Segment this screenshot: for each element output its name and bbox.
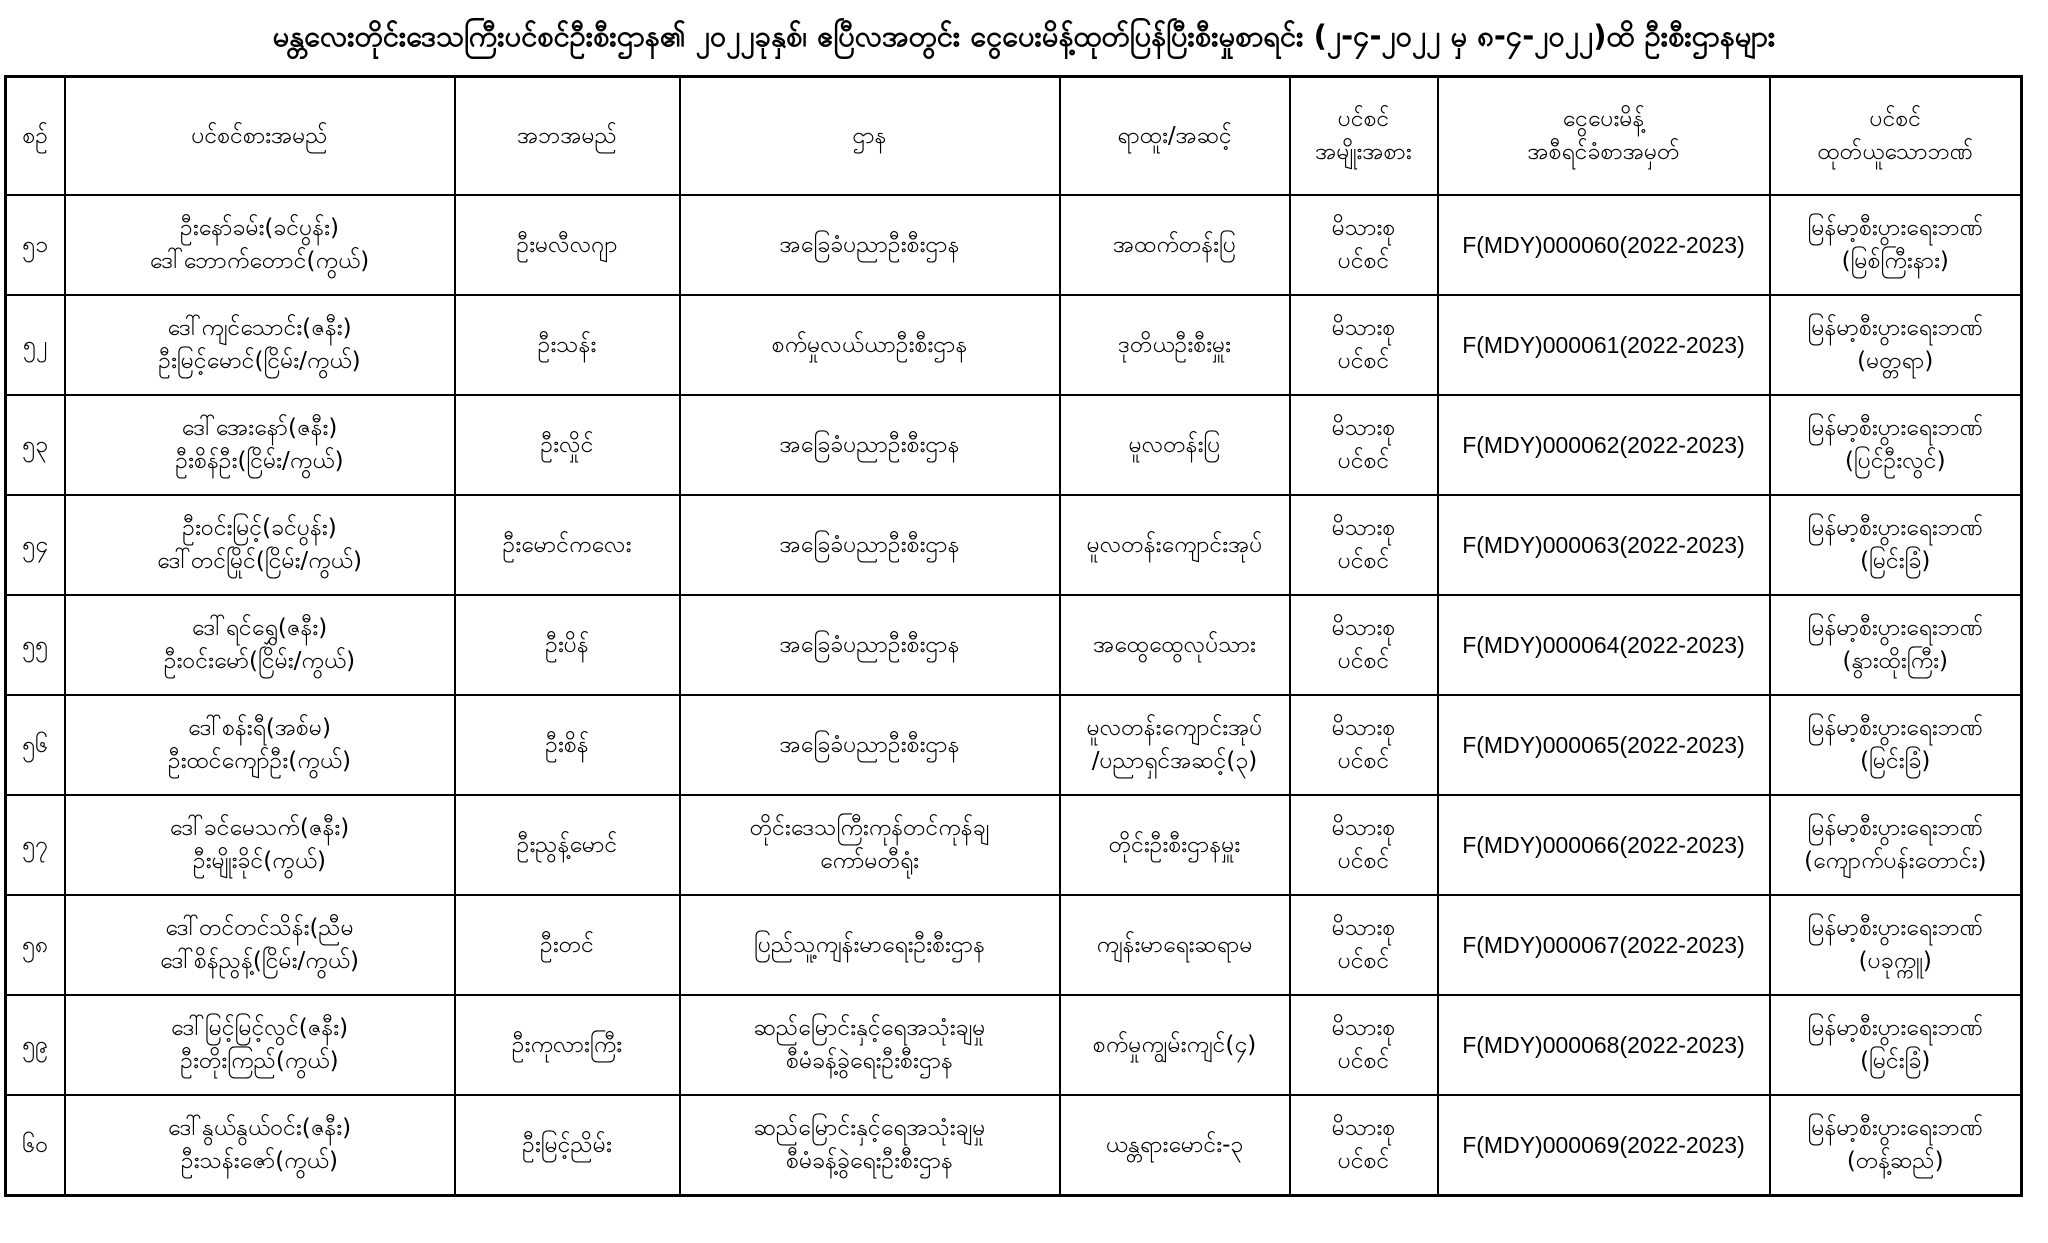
pension-type-line-2: ပင်စင်: [1337, 248, 1390, 274]
table-row: [6, 795, 2022, 895]
cell-rank: [1060, 1095, 1290, 1196]
cell-no: ၅၂: [6, 295, 65, 395]
cell-pension-type: [1290, 795, 1438, 895]
cell-bank: [1770, 995, 2022, 1095]
cell-pension-type: [1290, 895, 1438, 995]
pensioner-line-2: ဦးထင်ကျော်ဦး(ကွယ်): [167, 748, 352, 774]
pensioner-line-1: ဒေါ်ကျင်သောင်း(ဇနီး): [167, 315, 352, 341]
cell-bank: [1770, 295, 2022, 395]
cell-department: [680, 995, 1060, 1095]
cell-order-number: F(MDY)000067(2022-2023): [1438, 895, 1770, 995]
cell-father: ဦးညွန့်မောင်: [455, 795, 680, 895]
cell-order-number: F(MDY)000061(2022-2023): [1438, 295, 1770, 395]
bank-line-1: မြန်မာ့စီးပွားရေးဘဏ်: [1807, 1015, 1984, 1041]
cell-father: ဦးမလီလဂျာ: [455, 195, 680, 295]
cell-department: [680, 395, 1060, 495]
rank-line-1: အထွေထွေလုပ်သား: [1093, 631, 1256, 658]
pension-type-line-1: မိသားစု: [1331, 315, 1396, 341]
pensioner-line-1: ဦးဝင်းမြင့်(ခင်ပွန်း): [182, 515, 337, 541]
department-line-2: ကော်မတီရုံး: [819, 848, 920, 874]
cell-order-number: F(MDY)000069(2022-2023): [1438, 1095, 1770, 1196]
cell-rank: [1060, 795, 1290, 895]
pension-type-line-2: ပင်စင်: [1337, 948, 1390, 974]
cell-father: ဦးလှိုင်: [455, 395, 680, 495]
pension-type-line-2: ပင်စင်: [1337, 348, 1390, 374]
pensioner-line-2: ဒေါ်တင်မြိုင်(ငြိမ်း/ကွယ်): [156, 548, 362, 574]
pension-type-line-1: မိသားစု: [1331, 215, 1396, 241]
cell-pension-type: [1290, 295, 1438, 395]
cell-rank: [1060, 695, 1290, 795]
pension-type-line-1: မိသားစု: [1331, 515, 1396, 541]
rank-line-1: မူလတန်းပြ: [1128, 431, 1221, 458]
cell-pensioner: [65, 295, 455, 395]
cell-pensioner: [65, 395, 455, 495]
rank-line-1: မူလတန်းကျောင်းအုပ်: [1086, 715, 1263, 741]
pension-type-line-1: မိသားစု: [1331, 915, 1396, 941]
bank-line-2: (မြစ်ကြီးနား): [1841, 248, 1949, 274]
rank-line-1: ယန္တရားမောင်း-၃: [1105, 1131, 1244, 1158]
pensioner-line-2: ဦးတိုးကြည်(ကွယ်): [180, 1048, 339, 1074]
pension-type-line-2: ပင်စင်: [1337, 1048, 1390, 1074]
rank-line-1: အထက်တန်းပြ: [1113, 231, 1236, 258]
cell-bank: [1770, 595, 2022, 695]
pension-type-line-1: မိသားစု: [1331, 715, 1396, 741]
header-rank: ရာထူး/အဆင့်: [1060, 77, 1290, 196]
cell-pension-type: [1290, 195, 1438, 295]
cell-no: ၅၅: [6, 595, 65, 695]
cell-order-number: F(MDY)000063(2022-2023): [1438, 495, 1770, 595]
header-type: [1290, 77, 1438, 196]
table-row: [6, 595, 2022, 695]
pensioner-line-1: ဒေါ်ရင်ရွှေ(ဇနီး): [191, 615, 328, 641]
header-father: အဘအမည်: [455, 77, 680, 196]
table-row: [6, 995, 2022, 1095]
pension-type-line-2: ပင်စင်: [1337, 748, 1390, 774]
cell-no: ၅၉: [6, 995, 65, 1095]
cell-no: ၅၃: [6, 395, 65, 495]
cell-father: ဦးမောင်ကလေး: [455, 495, 680, 595]
department-line-1: အခြေခံပညာဦးစီးဌာန: [779, 531, 960, 558]
cell-father: ဦးသန်း: [455, 295, 680, 395]
bank-line-2: (တန့်ဆည်): [1846, 1148, 1944, 1174]
bank-line-1: မြန်မာ့စီးပွားရေးဘဏ်: [1807, 715, 1984, 741]
pension-type-line-1: မိသားစု: [1331, 415, 1396, 441]
pension-type-line-1: မိသားစု: [1331, 1115, 1396, 1141]
cell-rank: [1060, 495, 1290, 595]
cell-bank: [1770, 695, 2022, 795]
bank-line-2: (ပခုက္ကူ): [1858, 948, 1932, 974]
cell-no: ၅၄: [6, 495, 65, 595]
pensioner-line-2: ဦးသန်းဇော်(ကွယ်): [181, 1148, 338, 1174]
pension-type-line-2: ပင်စင်: [1337, 448, 1390, 474]
pension-type-line-2: ပင်စင်: [1337, 548, 1390, 574]
pensioner-line-1: ဒေါ်အေးနော်(ဇနီး): [181, 415, 338, 441]
department-line-1: တိုင်းဒေသကြီးကုန်တင်ကုန်ချ: [749, 815, 990, 841]
department-line-1: အခြေခံပညာဦးစီးဌာန: [779, 731, 960, 758]
cell-bank: [1770, 195, 2022, 295]
bank-line-2: (မြင်းခြံ): [1860, 748, 1931, 774]
bank-line-1: မြန်မာ့စီးပွားရေးဘဏ်: [1807, 315, 1984, 341]
department-line-2: စီမံခန့်ခွဲရေးဦးစီးဌာန: [786, 1148, 953, 1174]
pensioner-line-2: ဒေါ်ဘောက်တောင်(ကွယ်): [149, 248, 370, 274]
pensioner-line-2: ဦးမျိုးခိုင်(ကွယ်): [193, 848, 326, 874]
header-bank-line-1: ပင်စင်: [1869, 106, 1922, 132]
cell-father: ဦးစိန်: [455, 695, 680, 795]
bank-line-1: မြန်မာ့စီးပွားရေးဘဏ်: [1807, 415, 1984, 441]
cell-pension-type: [1290, 395, 1438, 495]
cell-rank: [1060, 295, 1290, 395]
rank-line-1: စက်မှုကျွမ်းကျင်(၄): [1092, 1031, 1257, 1058]
rank-line-1: တိုင်းဦးစီးဌာနမှူး: [1108, 831, 1241, 858]
header-no: စဉ်: [6, 77, 65, 196]
cell-department: [680, 795, 1060, 895]
cell-department: [680, 495, 1060, 595]
cell-order-number: F(MDY)000062(2022-2023): [1438, 395, 1770, 495]
header-type-line-2: အမျိုးအစား: [1315, 139, 1412, 165]
cell-no: ၅၆: [6, 695, 65, 795]
bank-line-2: (နွားထိုးကြီး): [1842, 648, 1948, 674]
bank-line-1: မြန်မာ့စီးပွားရေးဘဏ်: [1807, 1115, 1984, 1141]
pension-type-line-1: မိသားစု: [1331, 615, 1396, 641]
cell-department: [680, 295, 1060, 395]
cell-department: [680, 895, 1060, 995]
cell-order-number: F(MDY)000064(2022-2023): [1438, 595, 1770, 695]
cell-order-number: F(MDY)000068(2022-2023): [1438, 995, 1770, 1095]
cell-pensioner: [65, 495, 455, 595]
pension-type-line-2: ပင်စင်: [1337, 1148, 1390, 1174]
cell-pension-type: [1290, 495, 1438, 595]
header-bank: [1770, 77, 2022, 196]
cell-rank: [1060, 895, 1290, 995]
cell-department: [680, 1095, 1060, 1196]
header-pensioner: ပင်စင်စားအမည်: [65, 77, 455, 196]
table-row: [6, 495, 2022, 595]
department-line-1: အခြေခံပညာဦးစီးဌာန: [779, 431, 960, 458]
table-header-row: [6, 77, 2022, 196]
cell-pensioner: [65, 195, 455, 295]
header-order-line-2: အစီရင်ခံစာအမှတ်: [1527, 139, 1680, 165]
cell-no: ၅၈: [6, 895, 65, 995]
bank-line-2: (မြင်းခြံ): [1860, 1048, 1931, 1074]
table-row: [6, 695, 2022, 795]
table-body: [6, 195, 2022, 1196]
cell-pension-type: [1290, 695, 1438, 795]
table-row: [6, 395, 2022, 495]
bank-line-1: မြန်မာ့စီးပွားရေးဘဏ်: [1807, 915, 1984, 941]
cell-order-number: F(MDY)000060(2022-2023): [1438, 195, 1770, 295]
rank-line-1: ကျန်းမာရေးဆရာမ: [1096, 931, 1253, 958]
pension-table: [4, 75, 2023, 1197]
pensioner-line-2: ဒေါ်စိန်ညွန့်(ငြိမ်း/ကွယ်): [159, 948, 360, 974]
pensioner-line-1: ဦးနော်ခမ်း(ခင်ပွန်း): [180, 215, 339, 241]
cell-rank: [1060, 995, 1290, 1095]
cell-department: [680, 195, 1060, 295]
header-department: ဌာန: [680, 77, 1060, 196]
cell-rank: [1060, 195, 1290, 295]
cell-pension-type: [1290, 595, 1438, 695]
bank-line-2: (ကျောက်ပန်းတောင်း): [1804, 848, 1987, 874]
header-type-line-1: ပင်စင်: [1337, 106, 1390, 132]
cell-no: ၅၁: [6, 195, 65, 295]
cell-department: [680, 595, 1060, 695]
table-row: [6, 895, 2022, 995]
cell-no: ၆၀: [6, 1095, 65, 1196]
department-line-2: စီမံခန့်ခွဲရေးဦးစီးဌာန: [786, 1048, 953, 1074]
pension-type-line-2: ပင်စင်: [1337, 848, 1390, 874]
cell-pensioner: [65, 995, 455, 1095]
rank-line-2: /ပညာရှင်အဆင့်(၃): [1091, 748, 1258, 774]
rank-line-1: ဒုတိယဦးစီးမှူး: [1117, 331, 1232, 358]
cell-bank: [1770, 795, 2022, 895]
header-order: [1438, 77, 1770, 196]
cell-rank: [1060, 595, 1290, 695]
bank-line-2: (ပြင်ဦးလွင်): [1844, 448, 1946, 474]
cell-order-number: F(MDY)000065(2022-2023): [1438, 695, 1770, 795]
pension-type-line-1: မိသားစု: [1331, 1015, 1396, 1041]
department-line-1: ပြည်သူ့ကျန်းမာရေးဦးစီးဌာန: [754, 931, 985, 958]
cell-father: ဦးမြင့်ညိမ်း: [455, 1095, 680, 1196]
document-title: မန္တလေးတိုင်းဒေသကြီးပင်စင်ဦးစီးဌာန၏ ၂၀၂၂ခုနှစ်၊ ဧပြီလအတွင်း ငွေပေးမိန့်ထုတ်ပြန်ပြီးစီးမှုစာရင်း (၂-၄-၂၀၂၂ မှ ၈-၄-၂၀၂၂)ထိ ဦးစီးဌာနများ: [272, 19, 1776, 53]
cell-pension-type: [1290, 1095, 1438, 1196]
pensioner-line-1: ဒေါ်စန်းရီ(အစ်မ): [188, 715, 331, 741]
pensioner-line-2: ဦးမြင့်မောင်(ငြိမ်း/ကွယ်): [158, 348, 361, 374]
table-row: [6, 295, 2022, 395]
cell-father: ဦးတင်: [455, 895, 680, 995]
cell-pensioner: [65, 695, 455, 795]
pension-type-line-2: ပင်စင်: [1337, 648, 1390, 674]
cell-pension-type: [1290, 995, 1438, 1095]
cell-department: [680, 695, 1060, 795]
cell-order-number: F(MDY)000066(2022-2023): [1438, 795, 1770, 895]
cell-bank: [1770, 495, 2022, 595]
header-bank-line-2: ထုတ်ယူသောဘဏ်: [1817, 139, 1974, 165]
cell-bank: [1770, 395, 2022, 495]
pension-type-line-1: မိသားစု: [1331, 815, 1396, 841]
bank-line-1: မြန်မာ့စီးပွားရေးဘဏ်: [1807, 515, 1984, 541]
cell-pensioner: [65, 795, 455, 895]
header-order-line-1: ငွေပေးမိန့်: [1562, 106, 1645, 132]
cell-pensioner: [65, 595, 455, 695]
bank-line-2: (မတ္တရာ): [1857, 348, 1934, 374]
cell-bank: [1770, 895, 2022, 995]
department-line-1: ဆည်မြောင်းနှင့်ရေအသုံးချမှု: [753, 1115, 986, 1141]
cell-rank: [1060, 395, 1290, 495]
table-row: [6, 195, 2022, 295]
bank-line-1: မြန်မာ့စီးပွားရေးဘဏ်: [1807, 615, 1984, 641]
cell-pensioner: [65, 1095, 455, 1196]
pensioner-line-1: ဒေါ်မြင့်မြင့်လွင်(ဇနီး): [170, 1015, 349, 1041]
table-row: [6, 1095, 2022, 1196]
department-line-1: ဆည်မြောင်းနှင့်ရေအသုံးချမှု: [753, 1015, 986, 1041]
cell-father: ဦးကုလားကြီး: [455, 995, 680, 1095]
cell-bank: [1770, 1095, 2022, 1196]
pensioner-line-1: ဒေါ်ခင်မေသက်(ဇနီး): [169, 815, 350, 841]
department-line-1: အခြေခံပညာဦးစီးဌာန: [779, 231, 960, 258]
cell-no: ၅၇: [6, 795, 65, 895]
pensioner-line-1: ဒေါ်တင်တင်သိန်း(ညီမ: [165, 915, 354, 941]
pensioner-line-1: ဒေါ်နွယ်နွယ်ဝင်း(ဇနီး): [167, 1115, 352, 1141]
bank-line-1: မြန်မာ့စီးပွားရေးဘဏ်: [1807, 815, 1984, 841]
bank-line-2: (မြင်းခြံ): [1860, 548, 1931, 574]
bank-line-1: မြန်မာ့စီးပွားရေးဘဏ်: [1807, 215, 1984, 241]
department-line-1: စက်မှုလယ်ယာဦးစီးဌာန: [771, 331, 968, 358]
rank-line-1: မူလတန်းကျောင်းအုပ်: [1086, 531, 1263, 558]
department-line-1: အခြေခံပညာဦးစီးဌာန: [779, 631, 960, 658]
pensioner-line-2: ဦးဝင်းမော်(ငြိမ်း/ကွယ်): [163, 648, 356, 674]
cell-pensioner: [65, 895, 455, 995]
cell-father: ဦးပိန်: [455, 595, 680, 695]
pensioner-line-2: ဦးစိန်ဦး(ငြိမ်း/ကွယ်): [175, 448, 344, 474]
